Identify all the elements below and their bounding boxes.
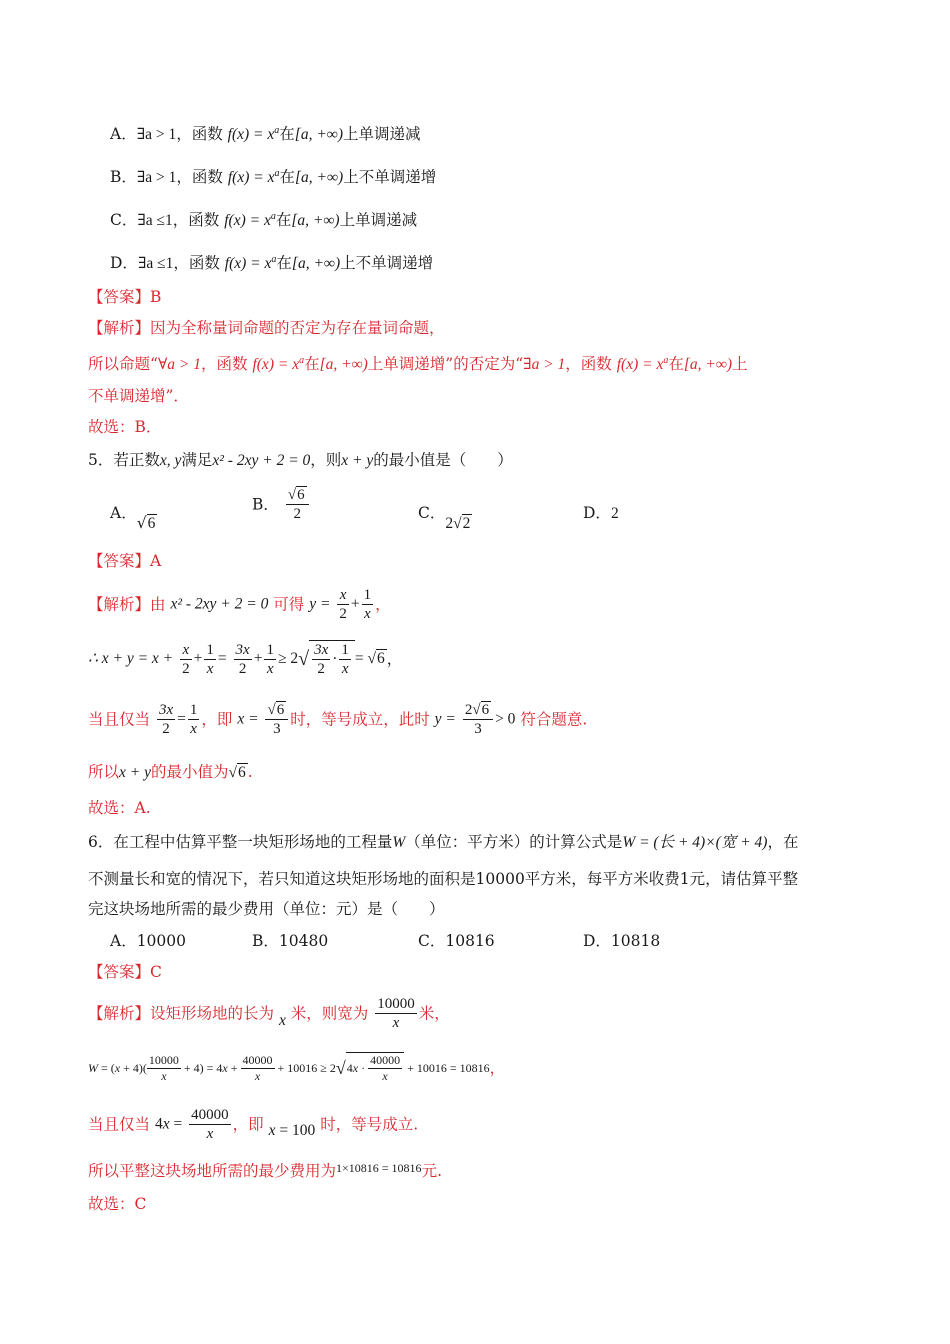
q5-analysis-line1: 【解析】由 x² - 2xy + 2 = 0 可得 y = $\frac{x}{2}$ + $\frac{1}{x}$ ， [88,587,391,622]
q4-analysis-line1: 【解析】因为全称量词命题的否定为存在量词命题， [88,319,445,337]
q5-answer: 【答案】A [88,552,162,570]
q5-option-a: A．√6 [110,504,156,532]
q6-stem-line3: 完这块场地所需的最少费用（单位：元）是（ ） [88,900,445,918]
q6-analysis-line2: W = (x + 4)( $\frac{10000}{x}$ + 4) = 4x + $\frac{40000}{x}$ + 10016 ≥ 2√4x · $\frac{40000}{x}$ + 10016 = 10816， [88,1052,506,1083]
q4-analysis-line2: 所以命题“∀a > 1，函数 $f(x) = x^a$在[a, +∞)上单调递增”的否定为“∃a > 1，函数 $f(x) = x^a$在[a, +∞)上 [88,355,748,374]
q4-analysis-line3: 不单调递增”． [88,387,189,405]
q4-option-c: C．∃a ≤1，函数 $f(x) = x^a$在[a, +∞)上单调递减 [110,211,418,230]
q4-option-d: D．∃a ≤1，函数 $f(x) = x^a$在[a, +∞)上不单调递增 [110,254,434,273]
q6-answer: 【答案】C [88,963,162,981]
q5-option-b: B． $\frac{√6}{2}$ [252,486,311,523]
q6-choose: 故选：C [88,1195,147,1213]
q5-stem: 5．若正数x, y满足x² - 2xy + 2 = 0，则x + y的最小值是（ ） [88,451,513,469]
q6-analysis-line3: 当且仅当 4x = $\frac{40000}{x}$ ，即 x = 100 时，等号成立. [88,1107,419,1142]
q6-stem-line2: 不测量长和宽的情况下，若只知道这块矩形场地的面积是10000平方米，每平方米收费1元，请估算平整 [88,870,799,888]
q5-choose: 故选：A. [88,799,151,817]
q4-answer: 【答案】B [88,288,162,306]
q6-stem-line1: 6．在工程中估算平整一块矩形场地的工程量W（单位：平方米）的计算公式是W = (长 + 4)×(宽 + 4)，在 [88,833,799,851]
q5-analysis-line2: ∴ x + y = x + $\frac{x}{2}$ + $\frac{1}{x}$ = $\frac{3x}{2}$ + $\frac{1}{x}$ ≥ 2√ $\frac{3x}{2}$ · $\frac{1}{x}$ = √6 ， [88,641,403,677]
q6-analysis-line1: 【解析】设矩形场地的长为 x 米，则宽为 $\frac{10000}{x}$ 米， [88,996,450,1031]
q4-option-b: B．∃a > 1，函数 $f(x) = x^a$在[a, +∞)上不单调递增 [110,168,437,187]
q5-option-c: C．2√2 [418,504,471,532]
q4-choose: 故选：B． [88,418,162,436]
q5-option-d: D．2 [583,504,619,522]
q6-analysis-line4: 所以平整这块场地所需的最少费用为$^{1\times 10816 = 10816}$元. [88,1161,442,1180]
q6-option-c: C．10816 [418,932,495,950]
q5-analysis-line4: 所以x + y的最小值为√6 . [88,763,253,781]
q6-option-d: D．10818 [583,932,661,950]
q5-analysis-line3: 当且仅当 $\frac{3x}{2}$ = $\frac{1}{x}$ ，即 x = $\frac{√6}{3}$ 时，等号成立，此时 y = $\frac{2√6}{3}$ > 0 符合题意. [88,702,588,737]
q6-option-a: A．10000 [110,932,187,950]
q6-option-b: B．10480 [252,932,329,950]
q4-option-a: A．∃a > 1，函数 $f(x) = x^a$在[a, +∞)上单调递减 [110,125,421,144]
